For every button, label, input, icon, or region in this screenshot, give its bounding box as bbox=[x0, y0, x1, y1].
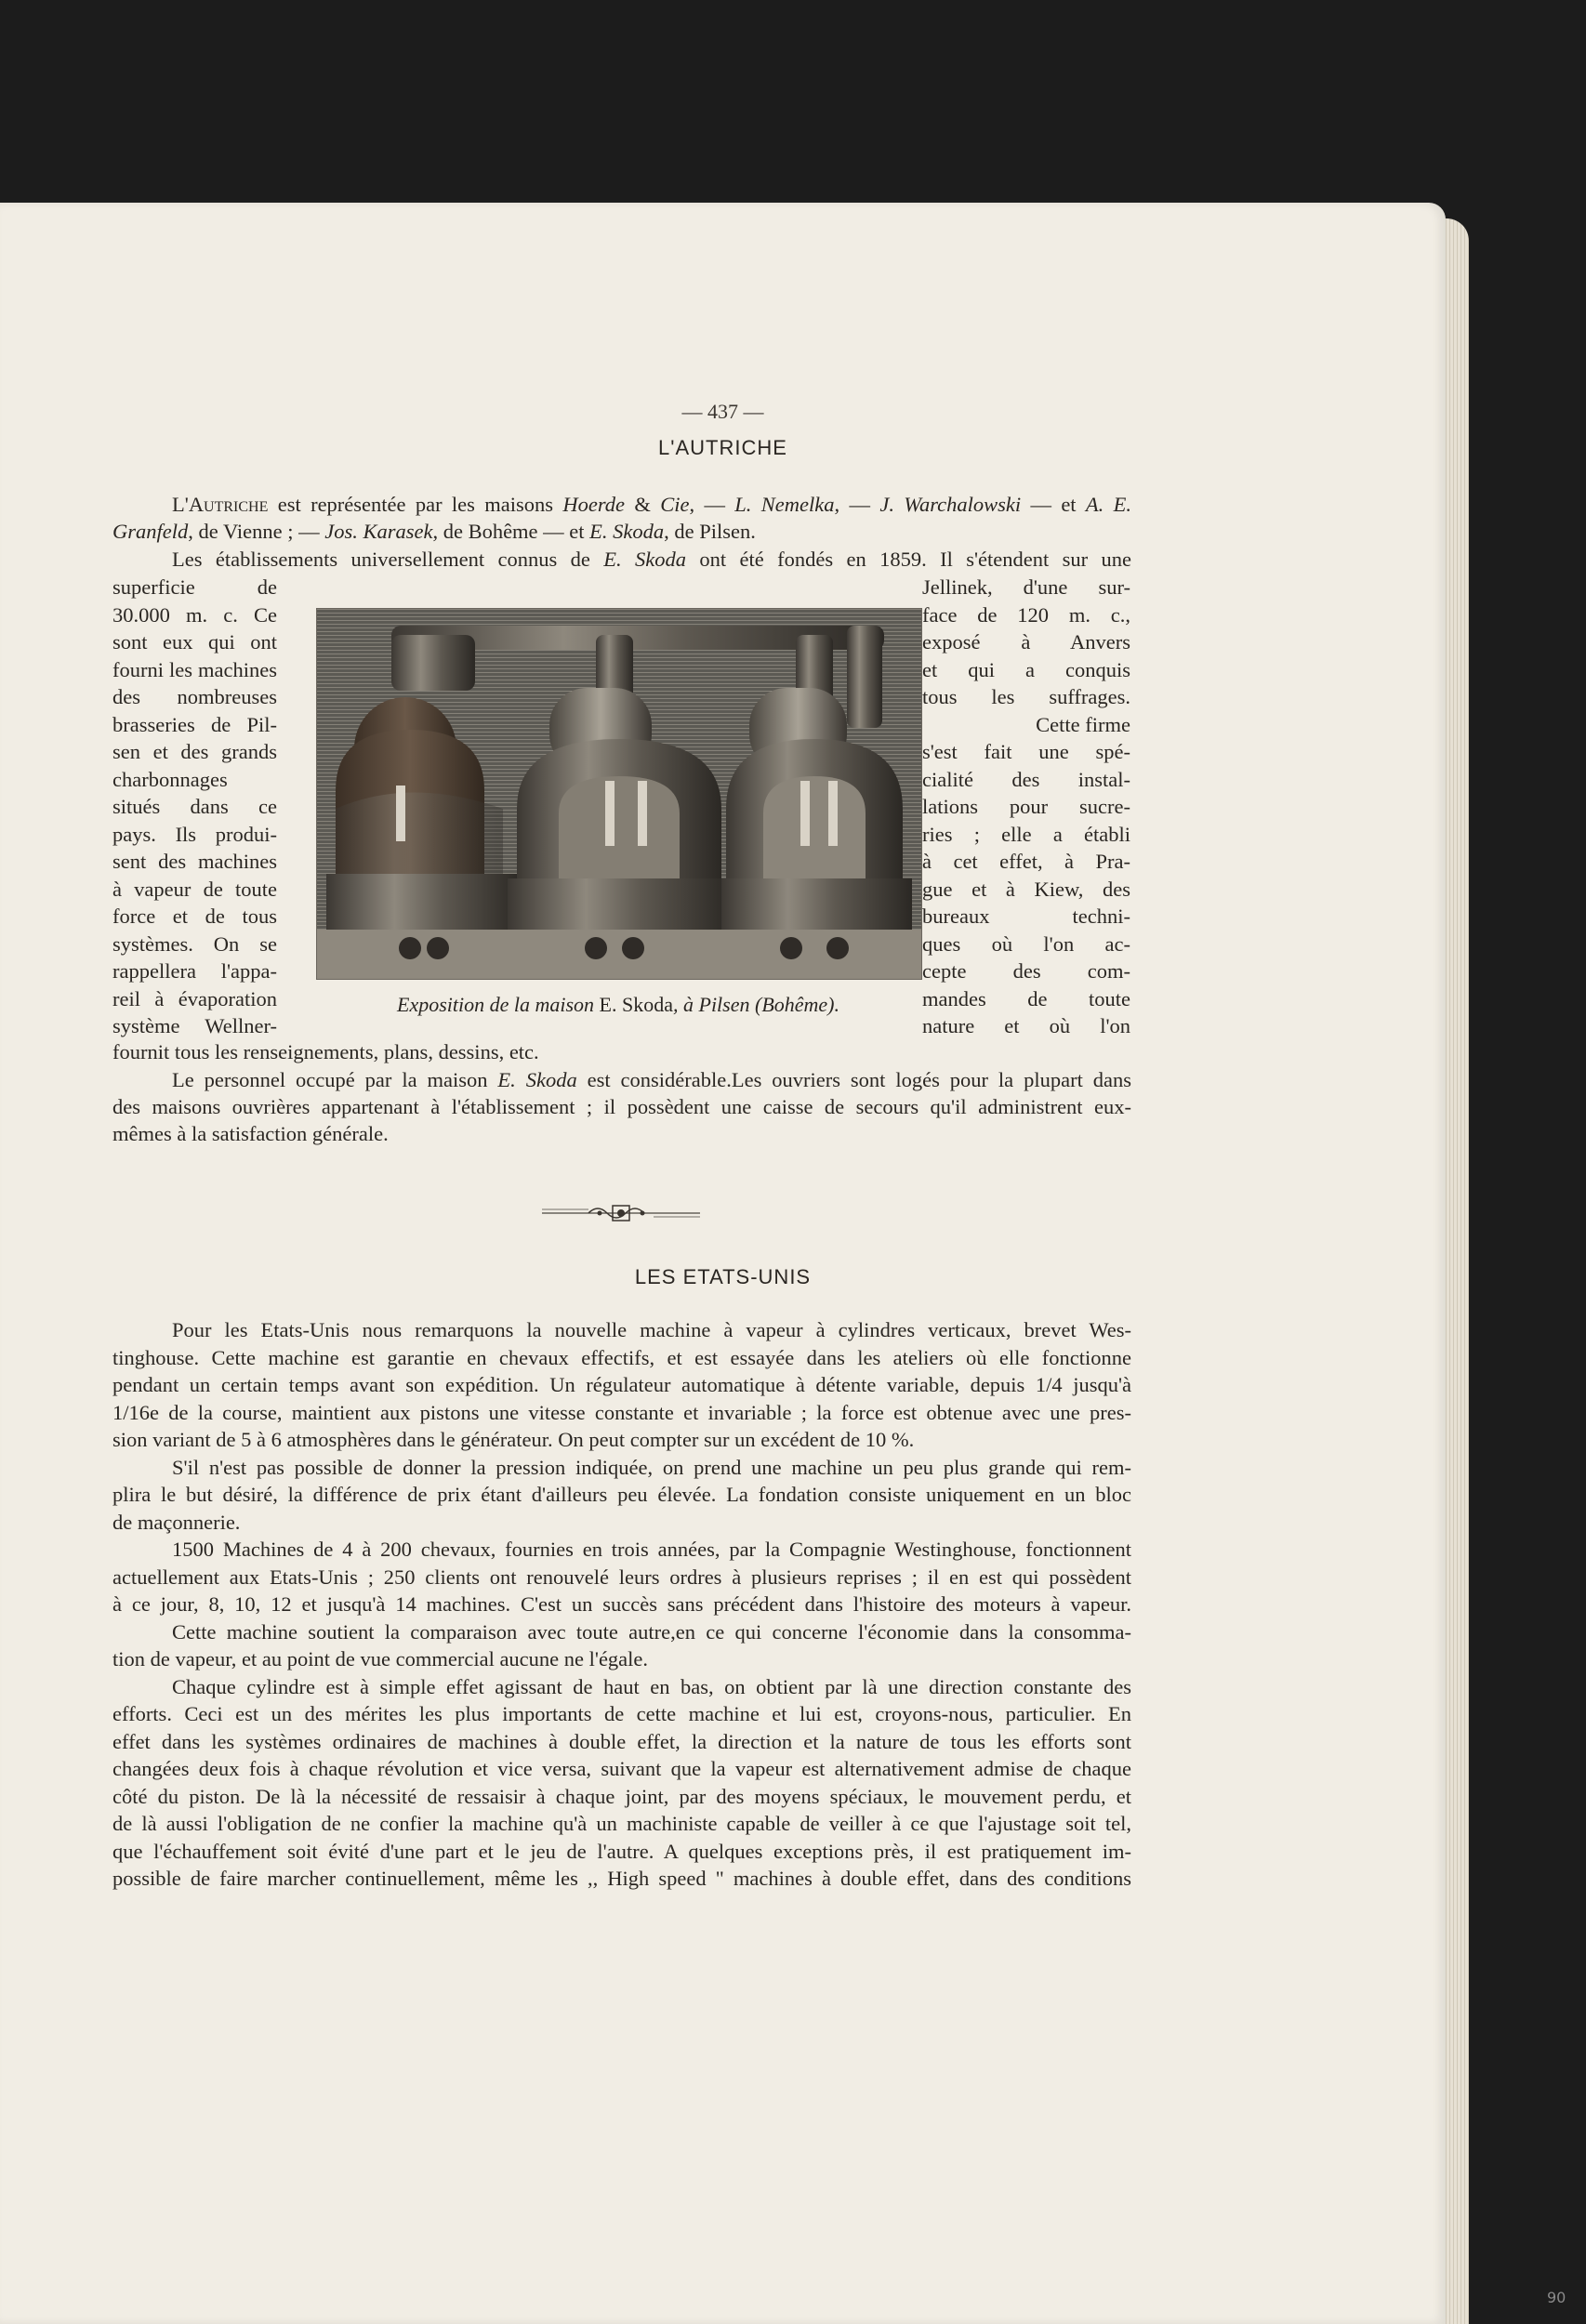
left-line: charbonnages bbox=[112, 767, 228, 791]
austria-intro-line-2: Granfeld, de Vienne ; — Jos. Karasek, de Bohême — et E. Skoda, de Pilsen. bbox=[112, 520, 756, 543]
usa-line: sion variant de 5 à 6 atmosphères dans le générateur. On peut compter sur un excédent de 10 %. bbox=[112, 1428, 915, 1451]
right-line: et qui a conquis bbox=[922, 657, 1130, 681]
right-line: cepte des com- bbox=[922, 959, 1130, 983]
left-line: rappellera l'appa- bbox=[112, 959, 277, 983]
section-heading-usa: LES ETATS-UNIS bbox=[634, 1265, 812, 1288]
usa-line: efforts. Ceci est un des mérites les plus importants de cette machine et lui est, croyons-nous, particulier. En bbox=[112, 1702, 1131, 1725]
usa-line: Pour les Etats-Unis nous remarquons la nouvelle machine à vapeur à cylindres verticaux, brevet Wes- bbox=[172, 1318, 1131, 1341]
left-line: pays. Ils produi- bbox=[112, 822, 277, 846]
right-line: bureaux techni- bbox=[922, 905, 1130, 928]
right-line: Jellinek, d'une sur- bbox=[922, 575, 1130, 599]
usa-line: plira le but désiré, la différence de prix étant d'ailleurs peu élevée. La fondation consiste uniquement en un bloc bbox=[112, 1483, 1131, 1506]
right-line: gue et à Kiew, des bbox=[922, 877, 1130, 901]
left-line: sont eux qui ont bbox=[112, 630, 277, 654]
usa-line: tion de vapeur, et au point de vue commercial aucune ne l'égale. bbox=[112, 1647, 649, 1670]
left-line: fourni les machines bbox=[112, 657, 277, 681]
figure-caption: Exposition de la maison E. Skoda, à Pilsen (Bohême). bbox=[397, 993, 839, 1016]
left-line: des nombreuses bbox=[112, 685, 277, 708]
right-line: tous les suffrages. bbox=[922, 685, 1130, 708]
personnel-line-2: des maisons ouvrières appartenant à l'établissement ; il possèdent une caisse de secours qu'il administrent eux- bbox=[112, 1095, 1131, 1118]
usa-line: de là aussi l'obligation de ne confier la machine qu'à un machiniste capable de veiller à ce que l'ajustage soit tel, bbox=[112, 1812, 1131, 1835]
after-figure-line: fournit tous les renseignements, plans, dessins, etc. bbox=[112, 1040, 539, 1063]
skoda-founded-line: Les établissements universellement connus de E. Skoda ont été fondés en 1859. Il s'étendent sur une bbox=[172, 548, 1131, 571]
usa-line: Cette machine soutient la comparaison avec toute autre,en ce qui concerne l'économie dans la consomma- bbox=[172, 1619, 1131, 1644]
page-number: — 437 — bbox=[681, 400, 764, 423]
right-line: ries ; elle a établi bbox=[922, 822, 1130, 846]
right-line: s'est fait une spé- bbox=[922, 740, 1130, 763]
right-line: nature et où l'on bbox=[922, 1014, 1130, 1037]
section-heading-austria: L'AUTRICHE bbox=[658, 436, 787, 459]
right-line: lations pour sucre- bbox=[922, 795, 1130, 818]
left-line: systèmes. On se bbox=[112, 931, 277, 956]
usa-body bbox=[112, 1316, 1131, 1893]
personnel-line-1: Le personnel occupé par la maison E. Skoda est considérable.Les ouvriers sont logés pour la plupart dans bbox=[172, 1068, 1131, 1091]
left-text-column bbox=[112, 574, 277, 1040]
left-line: sent des machines bbox=[112, 850, 277, 873]
left-line: à vapeur de toute bbox=[112, 877, 277, 901]
usa-line: changées deux fois à chaque révolution et vice versa, suivant que la vapeur est alternativement admise de chaque bbox=[112, 1757, 1131, 1780]
usa-line: actuellement aux Etats-Unis ; 250 clients ont renouvelé leurs ordres à plusieurs reprises ; il en est qui possèdent bbox=[112, 1565, 1131, 1589]
usa-line: pendant un certain temps avant son expédition. Un régulateur automatique à détente variable, depuis 1/4 jusqu'à bbox=[112, 1373, 1131, 1396]
left-line: reil à évaporation bbox=[112, 986, 277, 1010]
left-line: force et de tous bbox=[112, 905, 277, 928]
usa-line: Chaque cylindre est à simple effet agissant de haut en bas, on obtient par là une direction constante des bbox=[172, 1674, 1131, 1698]
right-line: cialité des instal- bbox=[922, 767, 1130, 791]
usa-line: 1500 Machines de 4 à 200 chevaux, fournies en trois années, par la Compagnie Westinghouse, fonctionnent bbox=[172, 1538, 1131, 1561]
right-line: face de 120 m. c., bbox=[922, 602, 1130, 627]
left-line: superficie de bbox=[112, 575, 277, 599]
usa-line: 1/16e de la course, maintient aux pistons une vitesse constante et invariable ; la force est obtenue avec une pres- bbox=[112, 1400, 1131, 1424]
usa-line: que l'échauffement soit évité d'une part et le jeu de l'autre. A quelques exceptions près, il est pratiquement im- bbox=[112, 1839, 1131, 1863]
usa-line: possible de faire marcher continuellement, même les ,, High speed " machines à double effet, dans des conditions bbox=[112, 1867, 1131, 1890]
left-line: système Wellner- bbox=[112, 1014, 277, 1037]
pencil-annotation: 90 bbox=[1547, 2289, 1566, 2306]
left-line: situés dans ce bbox=[112, 795, 277, 818]
left-line: sen et des grands bbox=[112, 740, 277, 763]
right-line: à cet effet, à Pra- bbox=[922, 850, 1130, 873]
left-line: 30.000 m. c. Ce bbox=[112, 602, 277, 627]
personnel-line-3: mêmes à la satisfaction générale. bbox=[112, 1122, 389, 1145]
usa-line: côté du piston. De là la nécessité de ressaisir à chaque joint, par des moyens spéciaux, le mouvement perdu, et bbox=[112, 1784, 1131, 1808]
right-line: mandes de toute bbox=[922, 986, 1130, 1010]
usa-line: effet dans les systèmes ordinaires de machines à double effet, la direction et la nature de tous les efforts sont bbox=[112, 1729, 1131, 1753]
right-line: ques où l'on ac- bbox=[922, 931, 1130, 956]
austria-intro-line-1: L'Autriche est représentée par les maisons Hoerde & Cie, — L. Nemelka, — J. Warchalowski — et A. E. bbox=[172, 493, 1131, 516]
right-line: exposé à Anvers bbox=[922, 630, 1130, 654]
usa-line: de maçonnerie. bbox=[112, 1510, 241, 1534]
decorative-ornament-icon bbox=[542, 1201, 700, 1225]
usa-line: à ce jour, 8, 10, 12 et jusqu'à 14 machines. C'est un succès sans précédent dans l'histoire des moteurs à vapeur. bbox=[112, 1592, 1131, 1616]
usa-line: tinghouse. Cette machine est garantie en chevaux effectifs, et est essayée dans les ateliers où elle fonctionne bbox=[112, 1345, 1131, 1369]
right-line: Cette firme bbox=[1036, 712, 1130, 736]
right-text-column bbox=[922, 574, 1130, 1040]
boilers-engraving bbox=[316, 608, 922, 980]
left-line: brasseries de Pil- bbox=[112, 712, 277, 736]
usa-line: S'il n'est pas possible de donner la pression indiquée, on prend une machine un peu plus grande qui rem- bbox=[172, 1455, 1131, 1479]
